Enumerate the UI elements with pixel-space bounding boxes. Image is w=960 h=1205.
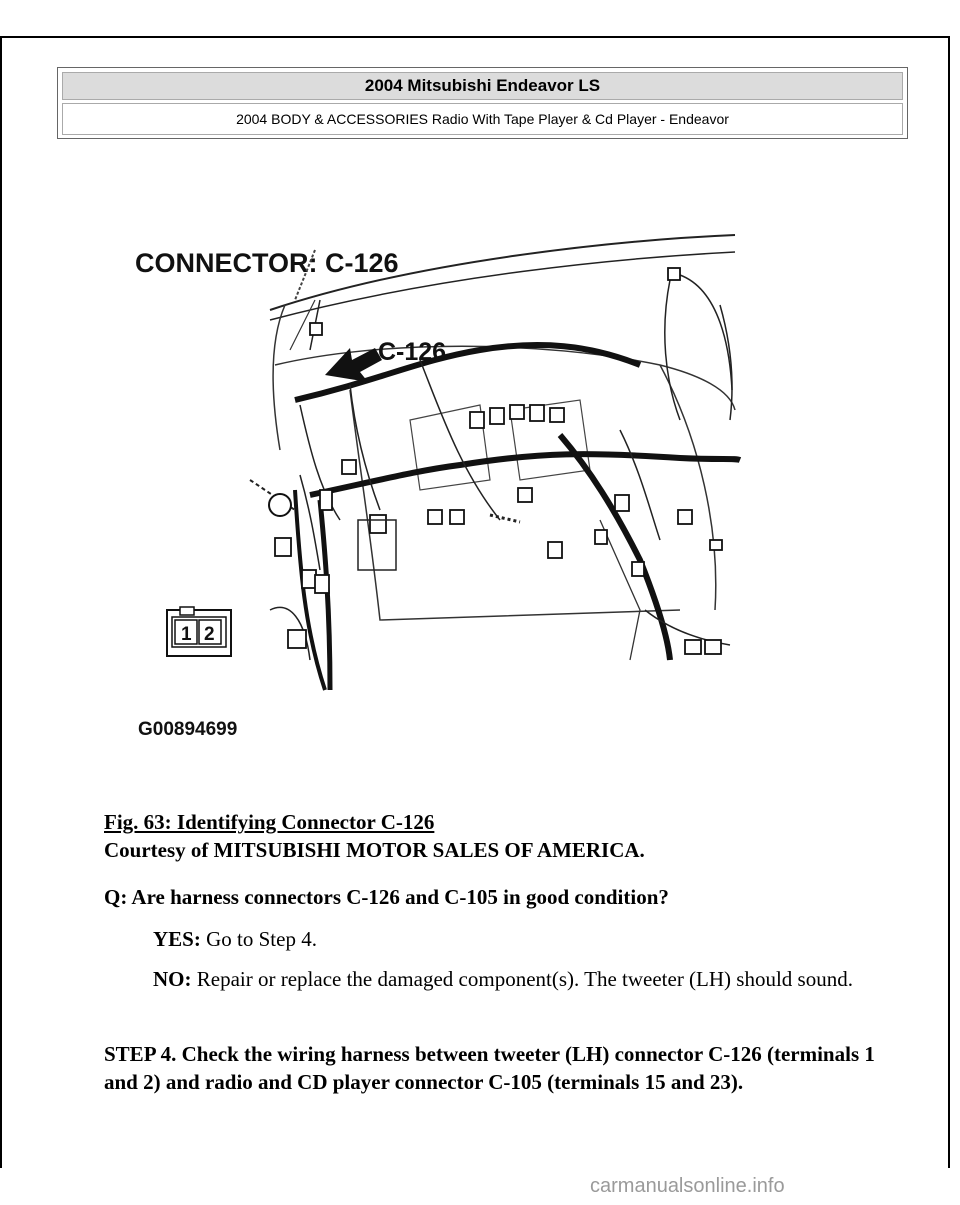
figure-id: G00894699	[138, 719, 238, 740]
connector-figure	[120, 190, 760, 750]
page-border-right	[948, 36, 950, 1168]
no-label: NO:	[153, 967, 192, 991]
page-border-left	[0, 36, 2, 1168]
pin-1-label: 1	[181, 624, 192, 645]
pin-2-label: 2	[204, 624, 215, 645]
question-text: Q: Are harness connectors C-126 and C-105 in good condition?	[104, 885, 669, 909]
callout-label: C-126	[378, 338, 447, 366]
step-4-heading: STEP 4. Check the wiring harness between tweeter (LH) connector C-126 (terminals 1 and 2) and radio and CD player connector C-105 (terminals 15 and 23).	[104, 1042, 875, 1094]
header-title: 2004 Mitsubishi Endeavor LS	[62, 72, 903, 100]
watermark: carmanualsonline.info	[590, 1175, 785, 1197]
figure-caption-title: Fig. 63: Identifying Connector C-126	[104, 810, 435, 834]
figure-heading: CONNECTOR: C-126	[135, 248, 399, 278]
document-header	[57, 67, 908, 139]
figure-caption-courtesy: Courtesy of MITSUBISHI MOTOR SALES OF AMERICA.	[104, 838, 645, 862]
yes-label: YES:	[153, 927, 201, 951]
header-subtitle: 2004 BODY & ACCESSORIES Radio With Tape Player & Cd Player - Endeavor	[62, 103, 903, 135]
page-border-top	[0, 36, 950, 38]
answer-yes	[153, 926, 853, 953]
answer-no	[153, 966, 853, 993]
no-text: Repair or replace the damaged component(s). The tweeter (LH) should sound.	[191, 967, 853, 991]
yes-text: Go to Step 4.	[200, 927, 317, 951]
